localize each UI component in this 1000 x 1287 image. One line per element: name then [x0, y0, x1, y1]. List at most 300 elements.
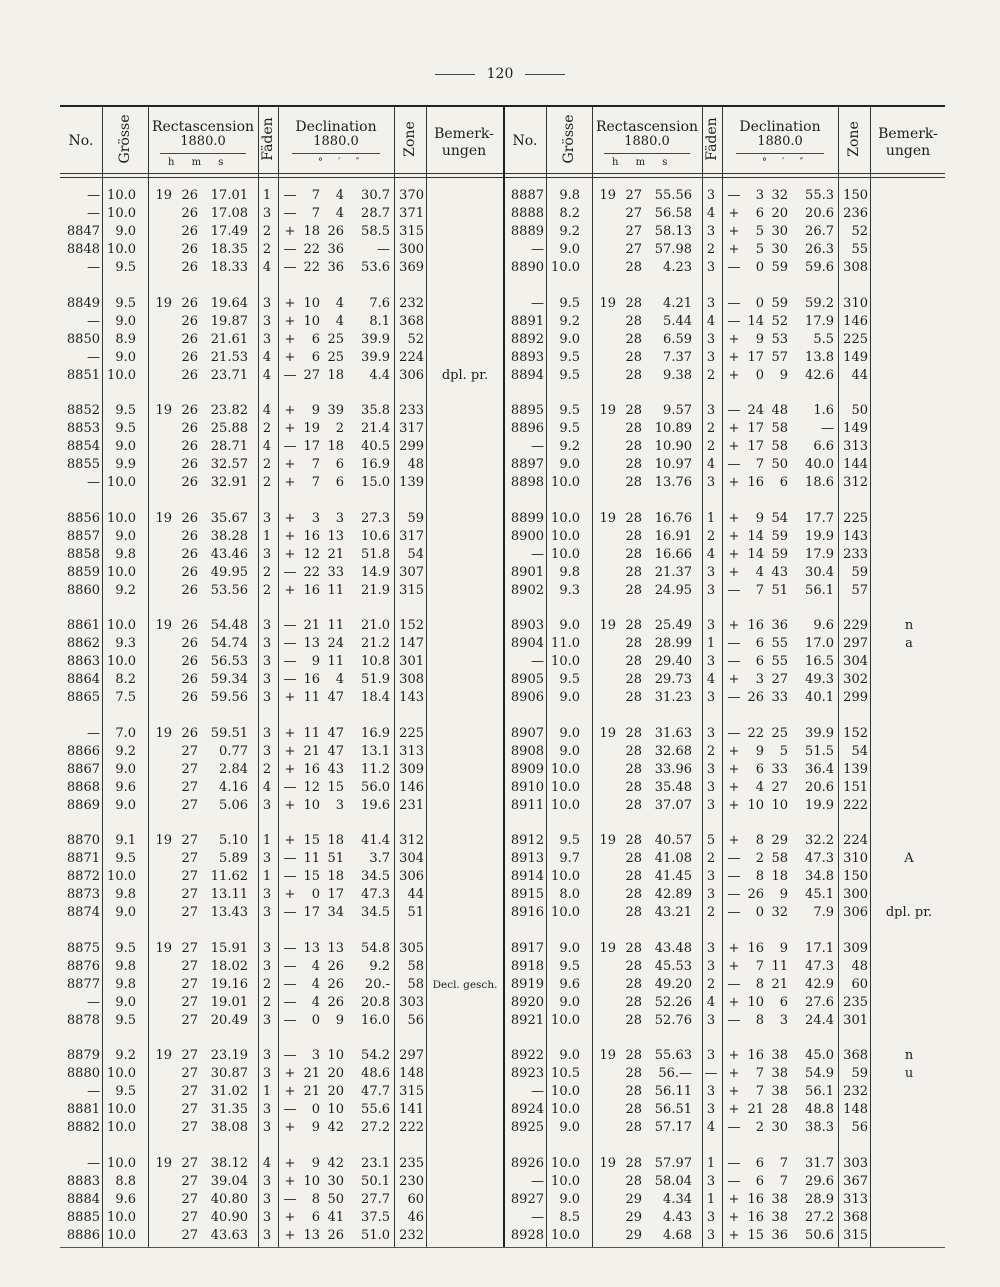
cell-dec-sign: +: [728, 833, 740, 848]
cell-dec-seconds: 13.8: [805, 349, 834, 365]
cell-number: 8918: [510, 958, 544, 974]
cell-ra-seconds: 11.62: [210, 869, 248, 885]
cell-ra-seconds: 30.87: [210, 1066, 248, 1082]
cell-faeden: 3: [262, 1012, 272, 1028]
table-row: [60, 994, 502, 1012]
table-row: [60, 564, 502, 582]
cell-zone: 59: [407, 510, 424, 526]
cell-ra-minutes: 27: [625, 188, 642, 203]
cell-zone: 233: [843, 546, 868, 562]
cell-ra-minutes: 27: [181, 779, 198, 795]
cell-dec-degrees: 7: [755, 958, 764, 974]
cell-number: 8927: [510, 1191, 544, 1207]
cell-dec-minutes: 36: [327, 260, 344, 276]
cell-dec-minutes: 11: [327, 618, 344, 633]
cell-ra-minutes: 28: [625, 403, 642, 418]
cell-faeden: 3: [706, 797, 716, 813]
cell-ra-minutes: 28: [625, 725, 642, 741]
cell-dec-degrees: 10: [303, 797, 320, 813]
cell-number: 8877: [66, 976, 100, 992]
cell-dec-seconds: 55.3: [805, 188, 834, 203]
cell-faeden: 3: [262, 546, 272, 562]
cell-dec-minutes: 3: [335, 510, 344, 526]
cell-number: 8857: [66, 528, 100, 544]
left-header-ra-units: h m s: [168, 157, 225, 168]
cell-dec-minutes: 6: [779, 475, 788, 491]
cell-groesse: 9.0: [559, 618, 580, 633]
table-row: [504, 617, 946, 635]
cell-ra-hours: 19: [155, 188, 172, 203]
cell-ra-minutes: 28: [625, 1173, 642, 1189]
cell-dec-sign: +: [284, 331, 296, 347]
cell-faeden: 3: [706, 224, 716, 240]
cell-groesse: 9.0: [559, 331, 580, 347]
cell-dec-sign: +: [284, 1227, 296, 1243]
cell-dec-seconds: 17.0: [805, 636, 834, 652]
cell-number: —: [87, 349, 100, 365]
cell-dec-degrees: 16: [747, 1191, 764, 1207]
cell-zone: 143: [843, 528, 868, 544]
cell-ra-seconds: 39.04: [210, 1173, 248, 1189]
cell-faeden: 1: [706, 1191, 716, 1207]
cell-dec-sign: +: [284, 725, 296, 741]
cell-dec-sign: +: [284, 887, 296, 903]
cell-ra-minutes: 28: [625, 672, 642, 688]
cell-ra-minutes: 28: [625, 636, 642, 652]
right-header-bemerk-2: ungen: [885, 143, 931, 159]
cell-dec-degrees: 13: [303, 636, 320, 652]
cell-ra-seconds: 18.33: [210, 260, 248, 276]
table-row: [504, 313, 946, 331]
left-header-dec-rule: [292, 153, 380, 154]
cell-ra-seconds: 32.57: [210, 457, 248, 473]
cell-ra-seconds: 13.43: [210, 905, 248, 921]
cell-dec-minutes: 55: [771, 654, 788, 670]
cell-number: 8863: [66, 654, 100, 670]
cell-dec-sign: +: [284, 1084, 296, 1100]
table-row: [504, 1119, 946, 1137]
cell-ra-seconds: 43.46: [210, 546, 248, 562]
cell-ra-seconds: 23.71: [210, 367, 248, 383]
table-row: [60, 259, 502, 277]
cell-dec-minutes: 50: [327, 1191, 344, 1207]
cell-ra-minutes: 28: [625, 976, 642, 992]
cell-ra-minutes: 27: [181, 1227, 198, 1243]
cell-ra-seconds: 31.63: [654, 725, 692, 741]
cell-ra-hours: 19: [599, 295, 616, 311]
cell-dec-sign: —: [727, 260, 741, 276]
table-row: [60, 313, 502, 331]
cell-ra-minutes: 27: [181, 1209, 198, 1225]
cell-groesse: 9.5: [559, 672, 580, 688]
table-row: [60, 1227, 502, 1245]
cell-dec-minutes: 58: [771, 439, 788, 455]
cell-dec-sign: —: [283, 994, 297, 1010]
cell-groesse: 9.0: [559, 743, 580, 759]
cell-dec-seconds: 16.0: [361, 1012, 390, 1028]
cell-zone: 52: [851, 224, 868, 240]
cell-groesse: 10.0: [107, 869, 136, 885]
cell-groesse: 10.0: [551, 1012, 580, 1028]
cell-dec-degrees: 17: [303, 439, 320, 455]
cell-ra-minutes: 28: [625, 797, 642, 813]
cell-ra-seconds: 52.26: [654, 994, 692, 1010]
cell-groesse: 10.0: [551, 546, 580, 562]
cell-dec-seconds: 54.8: [361, 940, 390, 956]
cell-dec-sign: +: [284, 528, 296, 544]
table-row: [60, 671, 502, 689]
cell-dec-degrees: 4: [311, 976, 320, 992]
cell-ra-minutes: 26: [181, 582, 198, 598]
cell-dec-minutes: 9: [779, 940, 788, 956]
cell-groesse: 9.3: [559, 582, 580, 598]
cell-zone: 48: [851, 958, 868, 974]
cell-faeden: 1: [262, 833, 272, 848]
cell-groesse: 9.0: [115, 797, 136, 813]
cell-dec-seconds: 7.6: [369, 295, 390, 311]
cell-dec-degrees: 16: [747, 1048, 764, 1063]
cell-dec-sign: —: [727, 295, 741, 311]
table-row: [504, 1101, 946, 1119]
cell-dec-sign: —: [283, 905, 297, 921]
cell-dec-minutes: 24: [327, 636, 344, 652]
cell-faeden: 3: [706, 654, 716, 670]
cell-ra-minutes: 28: [625, 761, 642, 777]
cell-dec-sign: +: [728, 546, 740, 562]
cell-dec-seconds: 45.0: [805, 1048, 834, 1063]
cell-ra-seconds: 19.64: [210, 295, 248, 311]
cell-faeden: 1: [706, 636, 716, 652]
cell-ra-minutes: 27: [181, 1066, 198, 1082]
cell-number: 8885: [66, 1209, 100, 1225]
cell-faeden: 3: [706, 761, 716, 777]
cell-dec-seconds: 58.5: [361, 224, 390, 240]
cell-dec-seconds: 9.6: [813, 618, 834, 633]
cell-faeden: 3: [262, 743, 272, 759]
cell-groesse: 10.0: [107, 654, 136, 670]
table-row: [60, 1155, 502, 1173]
cell-zone: 301: [399, 654, 424, 670]
cell-dec-sign: +: [728, 940, 740, 956]
table-row: [504, 1083, 946, 1101]
cell-number: 8880: [66, 1066, 100, 1082]
cell-faeden: 2: [262, 582, 272, 598]
left-header-ra-title: Rectascension: [151, 119, 255, 135]
cell-number: 8851: [66, 367, 100, 383]
cell-ra-seconds: 0.77: [219, 743, 248, 759]
cell-faeden: 4: [706, 1120, 716, 1136]
table-row: [60, 331, 502, 349]
cell-faeden: 3: [706, 1084, 716, 1100]
cell-dec-seconds: 40.1: [805, 690, 834, 706]
cell-dec-minutes: 30: [771, 1120, 788, 1136]
cell-ra-minutes: 26: [181, 636, 198, 652]
cell-dec-seconds: 51.5: [805, 743, 834, 759]
cell-ra-seconds: 28.71: [210, 439, 248, 455]
cell-ra-minutes: 28: [625, 367, 642, 383]
cell-zone: 224: [843, 833, 868, 848]
cell-remark: n: [904, 618, 914, 633]
cell-zone: 58: [407, 958, 424, 974]
cell-dec-minutes: 17: [327, 887, 344, 903]
cell-ra-minutes: 27: [181, 743, 198, 759]
left-header-zone: Zone: [402, 121, 418, 157]
cell-ra-minutes: 26: [181, 242, 198, 258]
cell-dec-degrees: 0: [755, 260, 764, 276]
cell-zone: 315: [843, 1227, 868, 1243]
cell-dec-seconds: 27.3: [361, 510, 390, 526]
cell-groesse: 10.0: [107, 1120, 136, 1136]
cell-dec-sign: —: [727, 851, 741, 867]
cell-dec-degrees: 9: [755, 510, 764, 526]
cell-dec-degrees: 7: [755, 1066, 764, 1082]
cell-number: —: [87, 1084, 100, 1100]
right-header-ra-title: Rectascension: [595, 119, 699, 135]
cell-dec-minutes: 25: [771, 725, 788, 741]
cell-faeden: 3: [262, 940, 272, 956]
cell-ra-minutes: 28: [625, 1048, 642, 1063]
cell-dec-seconds: 17.9: [805, 546, 834, 562]
cell-zone: 54: [407, 546, 424, 562]
table-row: [504, 940, 946, 958]
cell-dec-sign: +: [284, 295, 296, 311]
cell-dec-degrees: 6: [311, 331, 320, 347]
table-row: [60, 205, 502, 223]
cell-zone: 367: [843, 1173, 868, 1189]
cell-zone: 230: [399, 1173, 424, 1189]
cell-dec-degrees: 7: [311, 457, 320, 473]
cell-number: 8923: [510, 1066, 544, 1082]
table-row: [504, 1155, 946, 1173]
cell-ra-minutes: 28: [625, 457, 642, 473]
cell-ra-minutes: 28: [625, 779, 642, 795]
cell-number: 8892: [510, 331, 544, 347]
cell-dec-seconds: 27.2: [361, 1120, 390, 1136]
cell-dec-degrees: 7: [311, 475, 320, 491]
cell-zone: 225: [399, 725, 424, 741]
cell-dec-minutes: 59: [771, 528, 788, 544]
table-row: [60, 349, 502, 367]
right-header-ra-units: h m s: [612, 157, 669, 168]
cell-groesse: 10.0: [107, 367, 136, 383]
cell-faeden: 2: [706, 528, 716, 544]
cell-dec-degrees: 9: [311, 403, 320, 418]
cell-faeden: 4: [706, 313, 716, 329]
cell-groesse: 9.7: [559, 851, 580, 867]
cell-dec-degrees: 17: [747, 439, 764, 455]
cell-ra-minutes: 26: [181, 349, 198, 365]
cell-faeden: 2: [706, 743, 716, 759]
cell-dec-sign: +: [284, 797, 296, 813]
cell-dec-sign: —: [283, 206, 297, 222]
cell-faeden: 1: [706, 1155, 716, 1171]
cell-number: 8855: [66, 457, 100, 473]
cell-dec-sign: +: [728, 242, 740, 258]
cell-ra-minutes: 26: [181, 564, 198, 580]
cell-faeden: 3: [262, 958, 272, 974]
cell-dec-degrees: 7: [311, 206, 320, 222]
cell-number: 8849: [66, 295, 100, 311]
cell-groesse: 9.0: [559, 690, 580, 706]
cell-ra-seconds: 10.90: [654, 439, 692, 455]
cell-dec-minutes: 32: [771, 905, 788, 921]
cell-dec-seconds: 6.6: [813, 439, 834, 455]
table-row: [60, 725, 502, 743]
cell-dec-sign: +: [728, 779, 740, 795]
cell-zone: 368: [843, 1209, 868, 1225]
table-row: [60, 653, 502, 671]
cell-ra-minutes: 28: [625, 564, 642, 580]
cell-ra-seconds: 17.49: [210, 224, 248, 240]
right-header-faeden: Fäden: [704, 117, 720, 161]
cell-number: 8925: [510, 1120, 544, 1136]
cell-ra-minutes: 28: [625, 546, 642, 562]
cell-faeden: 2: [262, 761, 272, 777]
cell-faeden: 4: [706, 206, 716, 222]
cell-ra-seconds: 58.13: [654, 224, 692, 240]
cell-dec-sign: —: [283, 1048, 297, 1063]
right-header-dec-title: Declination: [739, 119, 821, 135]
cell-dec-degrees: 0: [755, 295, 764, 311]
cell-dec-minutes: 7: [779, 1155, 788, 1171]
cell-dec-seconds: 24.4: [805, 1012, 834, 1028]
cell-dec-sign: —: [283, 1012, 297, 1028]
cell-dec-degrees: 12: [303, 546, 320, 562]
cell-dec-degrees: 6: [311, 1209, 320, 1225]
cell-ra-minutes: 27: [181, 976, 198, 992]
cell-faeden: 5: [706, 833, 716, 848]
cell-ra-minutes: 27: [181, 797, 198, 813]
cell-dec-seconds: 47.3: [805, 958, 834, 974]
cell-faeden: 2: [262, 224, 272, 240]
cell-faeden: 2: [262, 994, 272, 1010]
cell-dec-degrees: 0: [755, 905, 764, 921]
cell-ra-minutes: 28: [625, 905, 642, 921]
table-row: [504, 223, 946, 241]
cell-dec-seconds: 32.2: [805, 833, 834, 848]
cell-dec-seconds: 21.4: [361, 421, 390, 437]
cell-dec-degrees: 9: [755, 743, 764, 759]
cell-dec-seconds: 53.6: [361, 260, 390, 276]
cell-faeden: 4: [706, 546, 716, 562]
cell-faeden: 4: [262, 349, 272, 365]
cell-zone: 222: [399, 1120, 424, 1136]
cell-dec-minutes: 25: [327, 331, 344, 347]
cell-number: 8889: [510, 224, 544, 240]
cell-zone: 368: [399, 313, 424, 329]
cell-faeden: 4: [262, 1155, 272, 1171]
cell-groesse: 10.0: [107, 1227, 136, 1243]
cell-dec-degrees: 22: [747, 725, 764, 741]
cell-dec-minutes: 59: [771, 295, 788, 311]
cell-ra-minutes: 27: [181, 940, 198, 956]
left-header-faeden: Fäden: [260, 117, 276, 161]
cell-dec-sign: +: [728, 206, 740, 222]
cell-zone: 224: [399, 349, 424, 365]
cell-dec-degrees: 2: [755, 851, 764, 867]
cell-dec-sign: +: [284, 1155, 296, 1171]
cell-groesse: 9.5: [115, 851, 136, 867]
cell-number: 8867: [66, 761, 100, 777]
cell-ra-seconds: 55.63: [654, 1048, 692, 1063]
cell-dec-degrees: 11: [303, 725, 320, 741]
cell-dec-minutes: 47: [327, 725, 344, 741]
cell-number: 8916: [510, 905, 544, 921]
cell-number: 8888: [510, 206, 544, 222]
table-row: [60, 868, 502, 886]
cell-dec-degrees: 16: [303, 761, 320, 777]
cell-number: 8898: [510, 475, 544, 491]
cell-ra-hours: 19: [155, 510, 172, 526]
cell-zone: 313: [843, 439, 868, 455]
cell-dec-sign: +: [284, 690, 296, 706]
table-row: [60, 582, 502, 600]
cell-dec-seconds: 56.1: [805, 1084, 834, 1100]
table-row: [60, 510, 502, 528]
cell-dec-seconds: 13.1: [361, 743, 390, 759]
table-row: [504, 564, 946, 582]
cell-groesse: 9.3: [115, 636, 136, 652]
cell-groesse: 9.5: [115, 403, 136, 418]
table-row: [60, 958, 502, 976]
left-header-dec-epoch: 1880.0: [313, 134, 359, 149]
cell-ra-minutes: 28: [625, 528, 642, 544]
cell-zone: 310: [843, 851, 868, 867]
cell-faeden: 3: [262, 206, 272, 222]
cell-dec-sign: +: [728, 224, 740, 240]
cell-ra-hours: 19: [599, 725, 616, 741]
cell-number: 8910: [510, 779, 544, 795]
cell-groesse: 9.5: [115, 940, 136, 956]
cell-faeden: 3: [706, 725, 716, 741]
cell-dec-seconds: 54.9: [805, 1066, 834, 1082]
cell-number: 8862: [66, 636, 100, 652]
cell-ra-seconds: 54.48: [210, 618, 248, 633]
cell-ra-minutes: 28: [625, 349, 642, 365]
cell-faeden: 3: [262, 1173, 272, 1189]
cell-dec-minutes: 4: [335, 313, 344, 329]
cell-dec-sign: —: [283, 654, 297, 670]
cell-dec-sign: +: [284, 421, 296, 437]
cell-zone: 143: [399, 690, 424, 706]
cell-zone: 309: [843, 940, 868, 956]
cell-dec-seconds: 39.9: [361, 331, 390, 347]
cell-dec-seconds: 23.1: [361, 1155, 390, 1171]
cell-zone: 303: [843, 1155, 868, 1171]
cell-dec-minutes: 38: [771, 1066, 788, 1082]
cell-dec-sign: +: [728, 797, 740, 813]
cell-faeden: 1: [262, 188, 272, 203]
cell-groesse: 10.0: [551, 260, 580, 276]
table-row: [60, 761, 502, 779]
cell-groesse: 8.5: [559, 1209, 580, 1225]
cell-remark: u: [904, 1066, 914, 1082]
cell-number: 8890: [510, 260, 544, 276]
cell-dec-degrees: 15: [747, 1227, 764, 1243]
cell-number: —: [531, 546, 544, 562]
cell-ra-minutes: 28: [625, 313, 642, 329]
cell-number: 8864: [66, 672, 100, 688]
cell-ra-minutes: 26: [181, 475, 198, 491]
left-header-ra-epoch: 1880.0: [180, 134, 226, 149]
cell-dec-seconds: 47.3: [805, 851, 834, 867]
cell-zone: 56: [407, 1012, 424, 1028]
cell-ra-seconds: 2.84: [219, 761, 248, 777]
table-row: [60, 438, 502, 456]
cell-number: —: [87, 994, 100, 1010]
cell-number: 8920: [510, 994, 544, 1010]
cell-dec-minutes: 5: [779, 743, 788, 759]
